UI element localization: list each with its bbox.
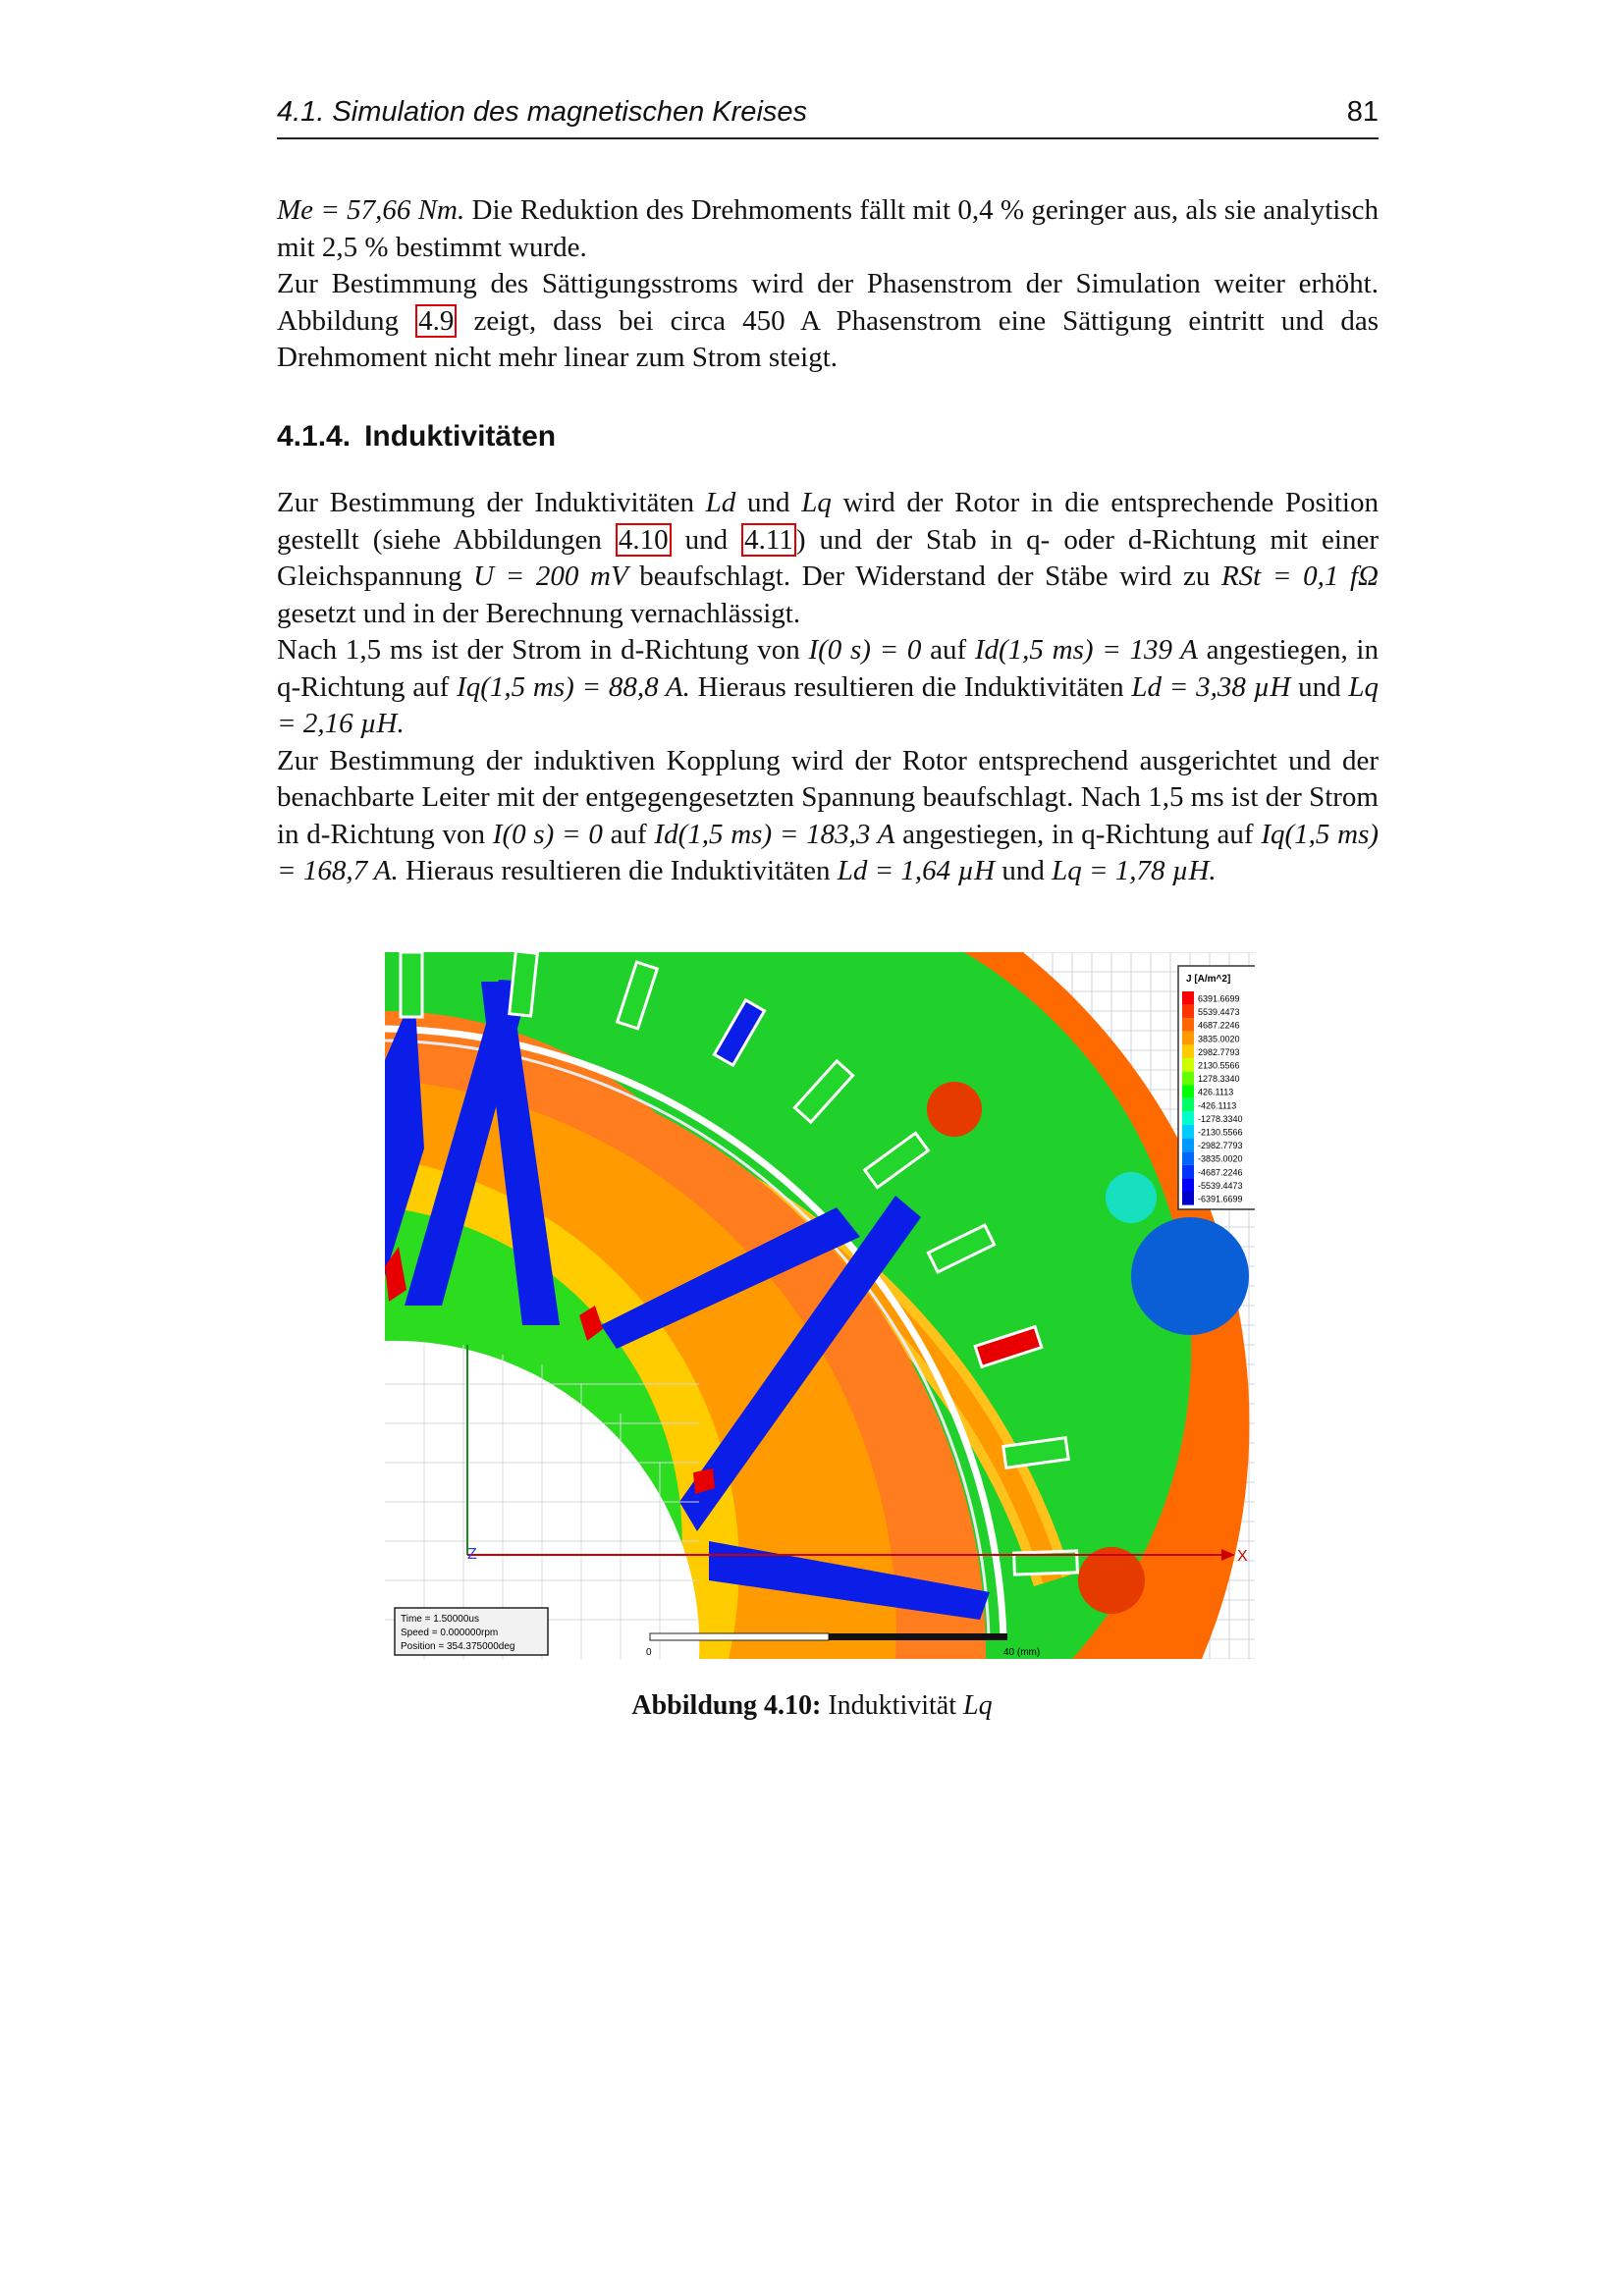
legend-swatch: [1182, 1139, 1194, 1152]
current-q: Iq(1,5 ms) = 168,7 A.: [277, 818, 1380, 886]
legend-value: 6391.6699: [1198, 993, 1240, 1004]
legend-value: -2982.7793: [1198, 1141, 1243, 1151]
info-position: Position = 354.375000deg: [401, 1641, 515, 1652]
inductance-d: Ld = 3,38 µH: [1131, 670, 1291, 703]
legend-value: 4687.2246: [1198, 1020, 1240, 1031]
text-run: Hieraus resultieren die Induktivitäten: [689, 670, 1132, 703]
resistance-value: RSt = 0,1 fΩ: [1220, 561, 1379, 592]
text-run: wird der Rotor in die entsprechende Position gestellt (siehe Abbildungen: [277, 487, 1379, 556]
text-run: zeigt, dass bei circa: [457, 304, 743, 337]
figure-caption: [0, 1690, 1624, 1722]
current-d: Id(1,5 ms) = 139 A: [974, 634, 1198, 666]
text-run: angestiegen, in q-Richtung auf: [894, 818, 1262, 850]
color-legend: [1178, 966, 1255, 1209]
legend-swatch: [1182, 1058, 1194, 1072]
current-initial: I(0 s) = 0: [808, 634, 922, 666]
page-number: 81: [1346, 96, 1379, 128]
text-run: Nach: [277, 634, 346, 666]
text-run: Phasenstrom eine Sättigung eintritt und das Drehmoment nicht mehr linear zum Strom steigt.: [277, 304, 1380, 373]
text-run: Hieraus resultieren die Induktivitäten: [398, 855, 838, 886]
legend-swatch: [1182, 1085, 1194, 1098]
inductance-d: Ld = 1,64 µH: [837, 855, 996, 886]
legend-swatch: [1182, 991, 1194, 1005]
text-run: und: [671, 523, 742, 556]
text-run: Abbildung: [277, 304, 416, 337]
legend-swatch: [1182, 1005, 1194, 1019]
paragraph-inductance-result: [277, 632, 1379, 743]
legend-value: -5539.4473: [1198, 1180, 1243, 1191]
caption-label: Abbildung 4.10:: [631, 1690, 822, 1721]
section-body: [277, 485, 1379, 890]
legend-swatch: [1182, 1044, 1194, 1058]
text-run: Zur Bestimmung des Sättigungsstroms wird der Phasenstrom der Simulation weiter erhöht.: [277, 268, 1379, 299]
legend-value: 2130.5566: [1198, 1060, 1240, 1071]
paragraph-coupling: [277, 743, 1379, 890]
legend-value: -1278.3340: [1198, 1113, 1243, 1124]
text-run: auf: [921, 634, 975, 666]
percent-value: 0,4 %: [957, 194, 1025, 226]
text-run: Zur Bestimmung der Induktivitäten: [277, 487, 706, 518]
legend-swatch: [1182, 1111, 1194, 1125]
paragraph-torque: [277, 192, 1379, 266]
simulation-info-box: [395, 1608, 548, 1655]
text-run: und: [735, 487, 802, 518]
legend-value: 426.1113: [1198, 1087, 1234, 1097]
legend-value: -2130.5566: [1198, 1127, 1243, 1138]
paragraph-inductance-setup: [277, 485, 1379, 632]
running-head: [277, 96, 1379, 139]
current-d: Id(1,5 ms) = 183,3 A: [654, 818, 895, 850]
legend-value: -3835.0020: [1198, 1153, 1243, 1164]
text-run: geringer aus, als sie analytisch mit: [277, 194, 1379, 263]
text-run: bestimmt wurde.: [388, 231, 587, 263]
text-run: und: [995, 855, 1053, 886]
voltage-value: U = 200 mV: [473, 561, 628, 592]
scale-start-label: 0: [646, 1647, 652, 1658]
legend-swatch: [1182, 1165, 1194, 1179]
legend-swatch: [1182, 1032, 1194, 1045]
field-plot: [385, 952, 1255, 1659]
legend-value: 2982.7793: [1198, 1046, 1240, 1057]
text-run: auf: [602, 818, 655, 850]
legend-value: 5539.4473: [1198, 1007, 1240, 1018]
legend-swatch: [1182, 1018, 1194, 1032]
section-heading: [277, 420, 556, 454]
inductance-q: Lq = 2,16 µH.: [277, 670, 1380, 739]
legend-swatch: [1182, 1151, 1194, 1165]
text-run: ) und der Stab in q- oder d-Richtung mit einer Gleichspannung: [277, 523, 1379, 592]
figure-ref-link[interactable]: 4.11: [741, 523, 796, 557]
legend-swatch: [1182, 1125, 1194, 1139]
section-number: 4.1.4.: [277, 420, 352, 453]
text-run: gesetzt und in der Berechnung vernachlässigt.: [277, 597, 801, 629]
time-value: 1,5 ms: [345, 634, 423, 666]
torque-value: Me = 57,66 Nm.: [277, 194, 465, 226]
text-run: ist der Strom in d-Richtung von: [277, 781, 1379, 850]
text-run: und: [1290, 670, 1349, 703]
simulation-figure: [385, 952, 1255, 1659]
figure-ref-link[interactable]: 4.10: [616, 523, 672, 557]
current-value: 450 A: [742, 304, 820, 337]
legend-value: -4687.2246: [1198, 1167, 1243, 1178]
current-initial: I(0 s) = 0: [492, 818, 603, 850]
axis-x-label: X: [1237, 1548, 1248, 1565]
legend-value: 1278.3340: [1198, 1074, 1240, 1085]
symbol-ld: Ld: [705, 487, 736, 518]
info-speed: Speed = 0.000000rpm: [401, 1628, 499, 1638]
percent-value: 2,5 %: [321, 231, 389, 263]
text-run: Die Reduktion des Drehmoments fällt mit: [464, 194, 958, 226]
legend-value: 3835.0020: [1198, 1034, 1240, 1044]
text-run: Zur Bestimmung der induktiven Kopplung wird der Rotor entsprechend ausgerichtet und der benachbarte Leiter mit der entgegengesetzten Spannung beaufschlagt. Nach: [277, 744, 1379, 813]
legend-title: J [A/m^2]: [1186, 974, 1231, 985]
text-run: angestiegen, in q-Richtung auf: [277, 634, 1379, 703]
current-q: Iq(1,5 ms) = 88,8 A.: [457, 670, 690, 703]
legend-swatch: [1182, 1192, 1194, 1205]
section-title: Induktivitäten: [364, 420, 557, 453]
caption-text: Induktivität: [821, 1690, 964, 1721]
symbol-lq: Lq: [801, 487, 832, 518]
axis-z-label: Z: [467, 1546, 477, 1563]
time-value: 1,5 ms: [1148, 781, 1224, 813]
legend-swatch: [1182, 1072, 1194, 1086]
text-run: ist der Strom in d-Richtung von: [422, 634, 809, 666]
paragraph-saturation-current: [277, 266, 1379, 377]
caption-symbol: Lq: [963, 1690, 993, 1721]
info-time: Time = 1.50000us: [401, 1614, 479, 1625]
figure-ref-link[interactable]: 4.9: [415, 304, 457, 338]
text-run: beaufschlagt. Der Widerstand der Stäbe wird zu: [627, 561, 1221, 592]
legend-value: -6391.6699: [1198, 1194, 1243, 1204]
legend-swatch: [1182, 1098, 1194, 1112]
running-head-title: 4.1. Simulation des magnetischen Kreises: [277, 96, 808, 128]
paragraph-saturation: [277, 192, 1379, 377]
inductance-q: Lq = 1,78 µH.: [1052, 855, 1217, 886]
scale-end-label: 40 (mm): [1003, 1647, 1041, 1658]
legend-swatch: [1182, 1178, 1194, 1192]
legend-value: -426.1113: [1198, 1100, 1237, 1111]
